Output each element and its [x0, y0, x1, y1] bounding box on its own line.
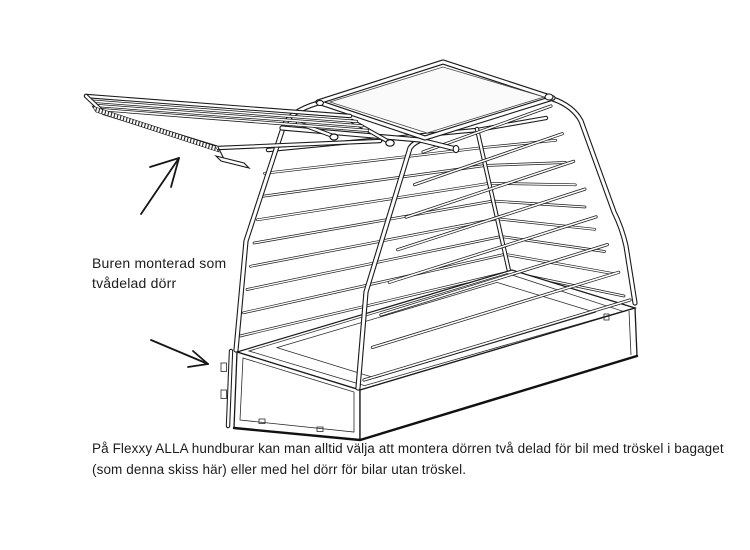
door-config-label-line2: tvådelad dörr — [92, 274, 177, 291]
flap-latch — [216, 147, 249, 168]
flap-hinge-cap — [386, 140, 394, 146]
arrow-down-icon — [151, 340, 208, 367]
caption-text — [92, 438, 724, 480]
tray-hinge-channel — [221, 351, 231, 426]
door-config-label — [92, 254, 226, 293]
flap-hinge-cap — [330, 134, 338, 140]
hinge-rail-end-cap — [453, 145, 459, 152]
caption-line2: (som denna skiss här) eller med hel dörr för bilar utan tröskel. — [92, 462, 467, 477]
caption-line1: På Flexxy ALLA hundburar kan man alltid välja att montera dörren två delad för bil med tröskel i bagaget — [92, 441, 724, 456]
door-config-label-line1: Buren monterad som — [92, 255, 227, 271]
arrow-up-icon — [141, 158, 179, 214]
base-tray — [221, 270, 637, 440]
roof-corner-knob — [545, 94, 553, 100]
roof-corner-knob — [317, 100, 324, 105]
